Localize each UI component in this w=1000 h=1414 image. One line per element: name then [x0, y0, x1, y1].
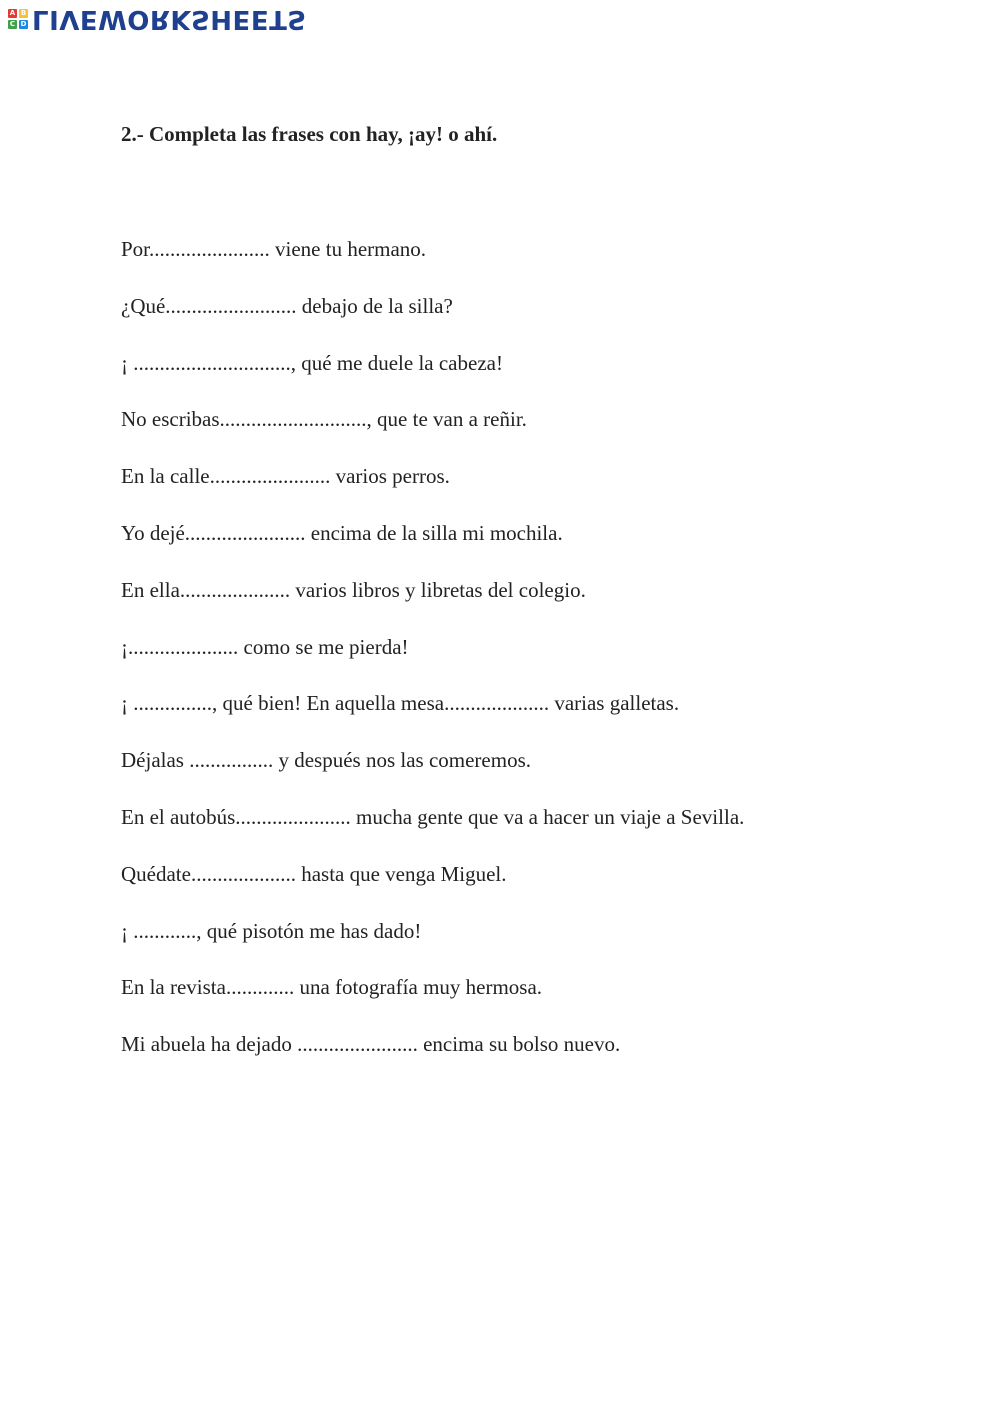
- sentence-1: Por....................... viene tu hermano.: [121, 237, 427, 261]
- sentence-13: ¡ ............, qué pisotón me has dado!: [121, 918, 422, 943]
- logo-block-d: D: [20, 20, 27, 28]
- sentence-7: En ella..................... varios libros y libretas del colegio.: [121, 577, 586, 602]
- sentence-list: [121, 234, 744, 1086]
- logo-block-b: B: [20, 9, 27, 17]
- logo-text: LIVEWORKSHEETS: [32, 4, 307, 34]
- sentence-12: Quédate.................... hasta que venga Miguel.: [121, 861, 507, 886]
- sentence-4: No escribas............................, que te van a reñir.: [121, 407, 527, 432]
- logo-block-a: A: [9, 9, 16, 17]
- sentence-11: En el autobús...................... mucha gente que va a hacer un viaje a Sevilla.: [121, 804, 745, 829]
- logo-block-c: C: [9, 20, 16, 28]
- sentence-9: ¡ ..............., qué bien! En aquella mesa.................... varias galletas.: [121, 691, 680, 716]
- sentence-10: Déjalas ................ y después nos las comeremos.: [121, 748, 532, 773]
- sentence-14: En la revista............. una fotografía muy hermosa.: [121, 975, 543, 1000]
- sentence-8: ¡..................... como se me pierda!: [121, 634, 409, 659]
- sentence-5: En la calle....................... varios perros.: [121, 464, 450, 489]
- sentence-6: Yo dejé....................... encima de la silla mi mochila.: [121, 520, 563, 545]
- liveworksheets-logo[interactable]: [8, 4, 307, 34]
- worksheet-title: 2.- Completa las frases con hay, ¡ay! o ahí.: [121, 122, 498, 146]
- sentence-2: ¿Qué......................... debajo de la silla?: [121, 293, 453, 318]
- logo-blocks-icon: [8, 9, 28, 29]
- sentence-3: ¡ .............................., qué me duele la cabeza!: [121, 350, 503, 375]
- sentence-15: Mi abuela ha dejado ....................... encima su bolso nuevo.: [121, 1032, 621, 1057]
